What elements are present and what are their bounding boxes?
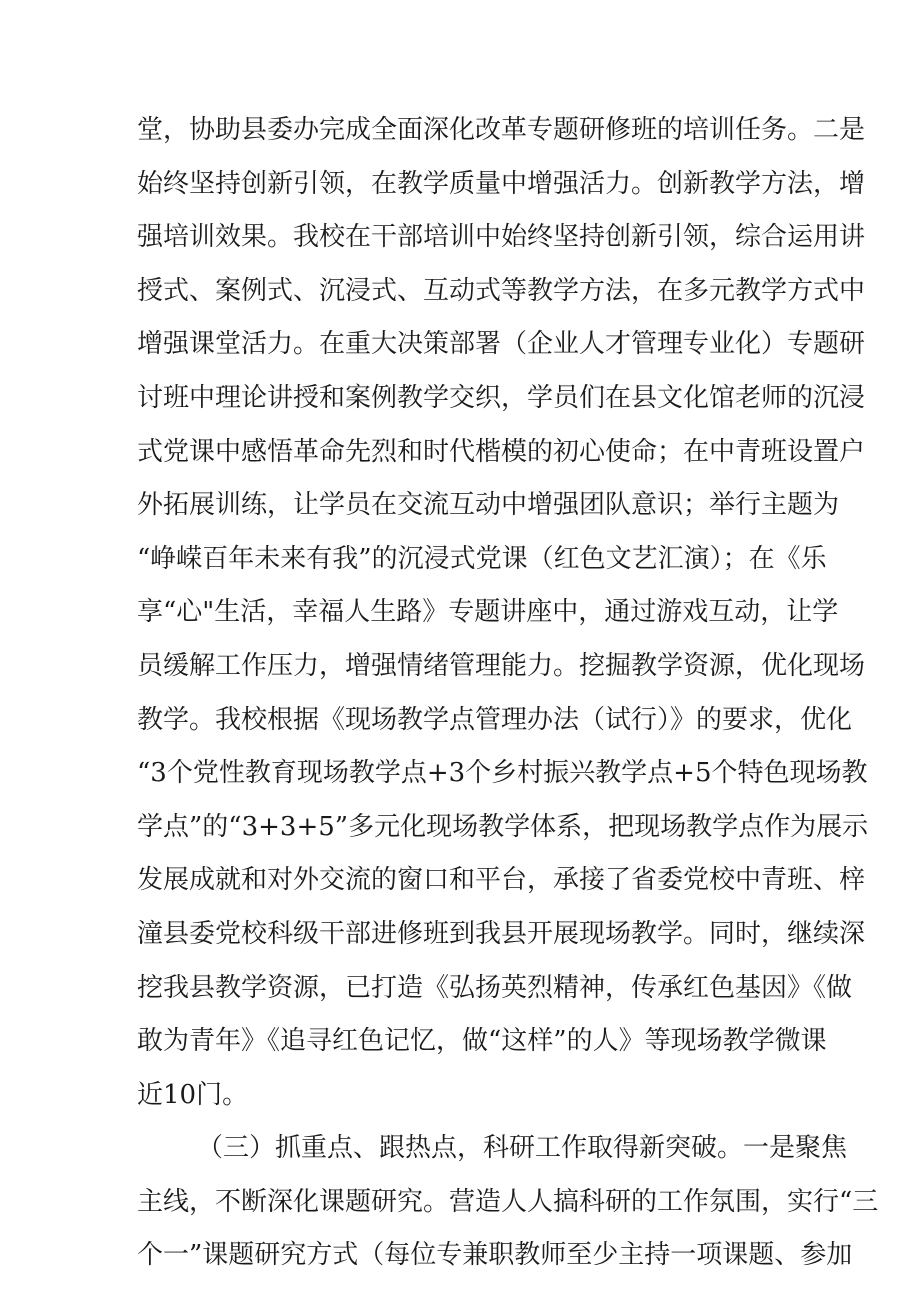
text-line: 员缓解工作压力，增强情绪管理能力。挖掘教学资源，优化现场	[137, 650, 866, 681]
body-text	[137, 104, 879, 1283]
text-line: 个一”课题研究方式（每位专兼职教师至少主持一项课题、参加	[137, 1240, 853, 1271]
text-line: 始终坚持创新引领，在教学质量中增强活力。创新教学方法，增	[137, 168, 866, 199]
text-line: 主线，不断深化课题研究。营造人人搞科研的工作氛围，实行“三	[137, 1186, 879, 1217]
text-line: 挖我县教学资源，已打造《弘扬英烈精神，传承红色基因》《做	[137, 972, 853, 1003]
text-line: 讨班中理论讲授和案例教学交织，学员们在县文化馆老师的沉浸	[137, 382, 866, 413]
text-line: 学点”的“3+3+5”多元化现场教学体系，把现场教学点作为展示	[137, 811, 869, 842]
text-line: 授式、案例式、沉浸式、互动式等教学方法，在多元教学方式中	[137, 275, 866, 306]
text-line: 享“心"生活，幸福人生路》专题讲座中，通过游戏互动，让学	[137, 597, 839, 628]
text-line: 增强课堂活力。在重大决策部署（企业人才管理专业化）专题研	[137, 329, 866, 360]
text-line: 式党课中感悟革命先烈和时代楷模的初心使命；在中青班设置户	[137, 436, 866, 467]
text-line: 敢为青年》《追寻红色记忆，做“这样”的人》等现场教学微课	[137, 1026, 827, 1057]
section-heading-line: （三）抓重点、跟热点，科研工作取得新突破。一是聚焦	[197, 1133, 848, 1164]
text-line: “3个党性教育现场教学点+3个乡村振兴教学点+5个特色现场教	[137, 758, 868, 789]
text-line: 潼县委党校科级干部进修班到我县开展现场教学。同时，继续深	[137, 918, 866, 949]
text-line: 外拓展训练，让学员在交流互动中增强团队意识；举行主题为	[137, 490, 840, 521]
text-line: 近10门。	[137, 1079, 249, 1110]
text-line: “峥嵘百年未来有我”的沉浸式党课（红色文艺汇演）；在《乐	[137, 543, 827, 574]
text-line: 发展成就和对外交流的窗口和平台，承接了省委党校中青班、梓	[137, 865, 866, 896]
text-line: 堂，协助县委办完成全面深化改革专题研修班的培训任务。二是	[137, 115, 866, 145]
text-line: 强培训效果。我校在干部培训中始终坚持创新引领，综合运用讲	[137, 222, 866, 253]
text-line: 教学。我校根据《现场教学点管理办法（试行）》的要求，优化	[137, 704, 853, 735]
